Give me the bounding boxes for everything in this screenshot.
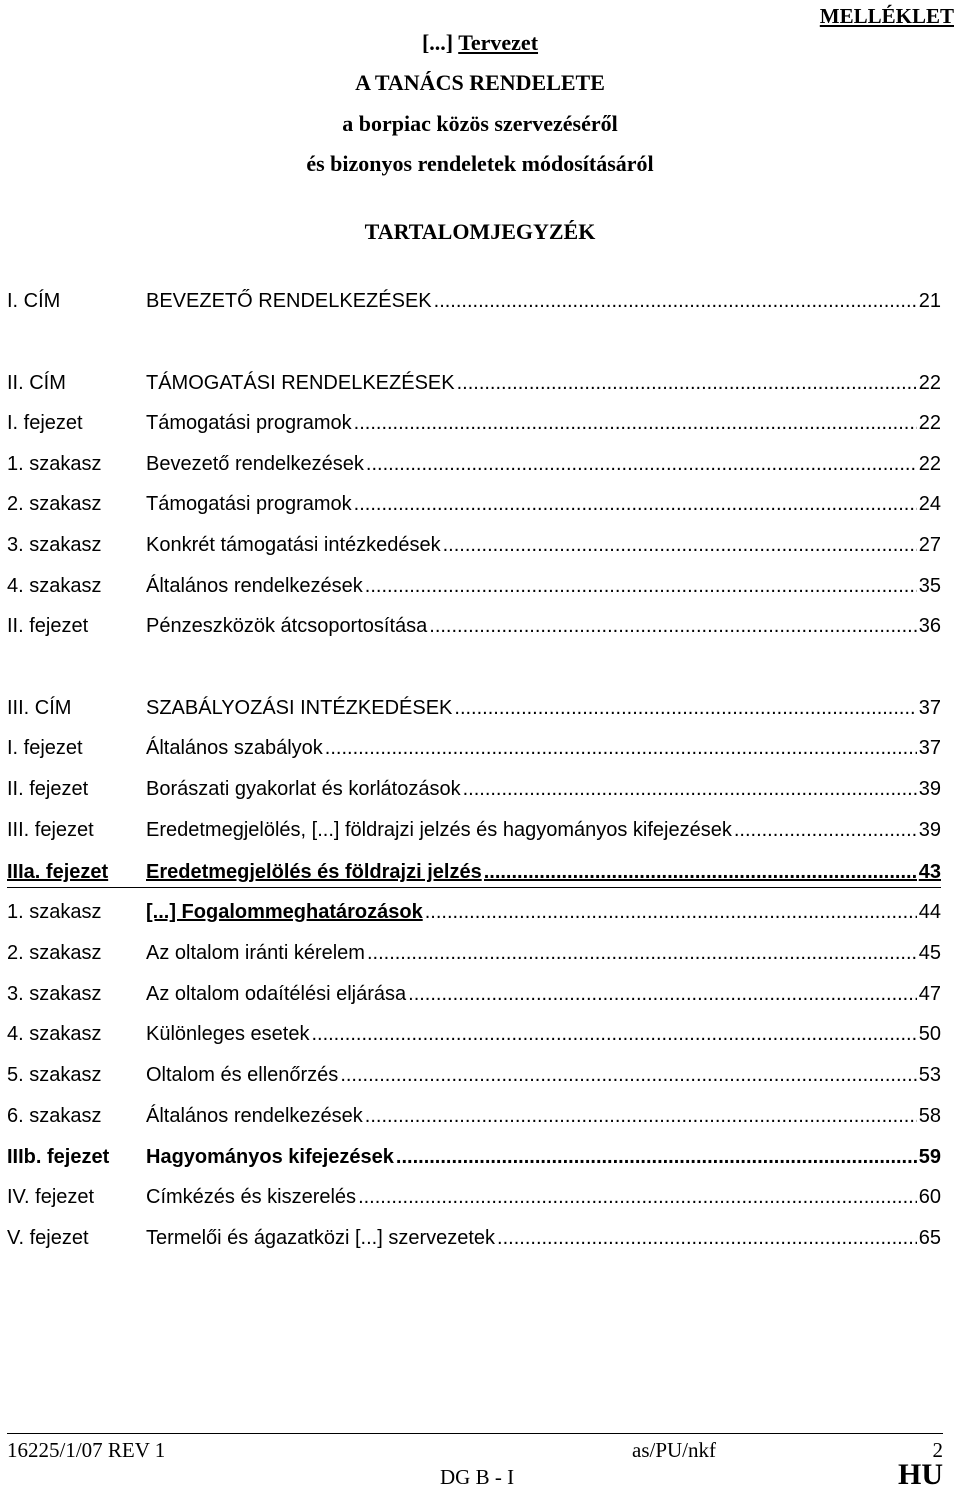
toc-label: I. fejezet (7, 412, 83, 434)
doc-title: A TANÁCS RENDELETE (355, 70, 605, 95)
footer-page-number: 2 (932, 1438, 943, 1462)
draft-label (0, 30, 960, 56)
toc-row[interactable] (7, 530, 941, 560)
footer-rule (7, 1433, 943, 1434)
toc-page: 53 (918, 1064, 941, 1086)
draft-prefix: [...] (421, 30, 459, 55)
toc-label: 3. szakasz (7, 983, 102, 1005)
toc-page: 65 (918, 1227, 941, 1249)
toc-page: 39 (918, 778, 941, 800)
toc-leader (365, 1101, 917, 1131)
footer-dg: DG B - I (440, 1465, 515, 1489)
toc-leader (497, 1223, 917, 1253)
toc-title: Eredetmegjelölés és földrajzi jelzés (146, 861, 482, 883)
toc-label: IV. fejezet (7, 1186, 95, 1208)
toc-page: 45 (918, 942, 941, 964)
toc-row[interactable] (7, 489, 941, 519)
toc-row[interactable] (7, 1142, 941, 1172)
toc-row[interactable] (7, 611, 941, 641)
toc-label: II. fejezet (7, 615, 89, 637)
toc-leader (354, 489, 917, 519)
toc-label: I. fejezet (7, 737, 83, 759)
footer-doc-ref: 16225/1/07 REV 1 (7, 1438, 166, 1462)
toc-title: Támogatási programok (146, 412, 352, 434)
toc-label: II. CÍM (7, 372, 66, 394)
toc-title: Általános rendelkezések (146, 1105, 363, 1127)
toc-leader (365, 571, 917, 601)
toc-leader (354, 408, 917, 438)
toc-page: 37 (918, 697, 941, 719)
toc-leader (325, 733, 917, 763)
toc-row[interactable] (7, 938, 941, 968)
toc-leader (734, 815, 917, 845)
toc-row[interactable] (7, 693, 941, 723)
toc-row[interactable] (7, 733, 941, 763)
toc-label: I. CÍM (7, 290, 61, 312)
toc-page: 22 (918, 453, 941, 475)
toc-leader (311, 1019, 916, 1049)
toc-leader (429, 611, 916, 641)
toc-page: 35 (918, 575, 941, 597)
toc-label: 6. szakasz (7, 1105, 102, 1127)
toc-title: Általános szabályok (146, 737, 323, 759)
toc-label: 4. szakasz (7, 575, 102, 597)
toc-page: 22 (918, 372, 941, 394)
footer-author: as/PU/nkf (632, 1438, 716, 1462)
toc-row[interactable] (7, 1182, 941, 1212)
toc-title: Bevezető rendelkezések (146, 453, 364, 475)
toc-page: 27 (918, 534, 941, 556)
toc-row[interactable] (7, 571, 941, 601)
toc-title: Az oltalom odaítélési eljárása (146, 983, 407, 1005)
toc-leader (454, 693, 916, 723)
toc-leader (443, 530, 917, 560)
toc-label: II. fejezet (7, 778, 89, 800)
toc-page: 58 (918, 1105, 941, 1127)
toc-label: 2. szakasz (7, 942, 102, 964)
toc-label: 1. szakasz (7, 453, 102, 475)
toc-title: Pénzeszközök átcsoportosítása (146, 615, 428, 637)
toc-title: SZABÁLYOZÁSI INTÉZKEDÉSEK (146, 697, 453, 719)
toc-row[interactable] (7, 1223, 941, 1253)
toc-label: IIIa. fejezet (7, 861, 109, 883)
toc-label: III. CÍM (7, 697, 72, 719)
toc-label: 5. szakasz (7, 1064, 102, 1086)
toc-page: 37 (918, 737, 941, 759)
toc-page: 39 (918, 819, 941, 841)
toc-title: Általános rendelkezések (146, 575, 363, 597)
toc-title: Hagyományos kifejezések (146, 1146, 394, 1168)
toc-heading: TARTALOMJEGYZÉK (364, 219, 596, 244)
toc-page: 43 (918, 861, 941, 883)
toc-row[interactable] (7, 1019, 941, 1049)
toc-row[interactable] (7, 857, 941, 888)
footer-lang: HU (898, 1458, 943, 1491)
toc-leader (457, 368, 917, 398)
toc-label: 4. szakasz (7, 1023, 102, 1045)
toc-leader (340, 1060, 916, 1090)
toc-row[interactable] (7, 286, 941, 316)
toc-title: Eredetmegjelölés, [...] földrajzi jelzés és hagyományos kifejezések (146, 819, 732, 841)
toc-page: 36 (918, 615, 941, 637)
toc-title: [...] Fogalommeghatározások (146, 901, 423, 923)
toc-row[interactable] (7, 1101, 941, 1131)
toc-row[interactable] (7, 408, 941, 438)
toc-leader (463, 774, 917, 804)
toc-leader (408, 979, 917, 1009)
toc-leader (366, 449, 917, 479)
toc-title: BEVEZETŐ RENDELKEZÉSEK (146, 290, 432, 312)
toc-title: Az oltalom iránti kérelem (146, 942, 365, 964)
toc-label: IIIb. fejezet (7, 1146, 110, 1168)
toc-title: TÁMOGATÁSI RENDELKEZÉSEK (146, 372, 455, 394)
toc-leader (484, 857, 917, 887)
toc-title: Címkézés és kiszerelés (146, 1186, 357, 1208)
toc-row[interactable] (7, 979, 941, 1009)
toc-page: 24 (918, 493, 941, 515)
toc-title: Konkrét támogatási intézkedések (146, 534, 441, 556)
toc-label: III. fejezet (7, 819, 94, 841)
toc-title: Termelői és ágazatközi [...] szervezetek (146, 1227, 496, 1249)
toc-label: 3. szakasz (7, 534, 102, 556)
toc-label: V. fejezet (7, 1227, 89, 1249)
toc-title: Oltalom és ellenőrzés (146, 1064, 339, 1086)
toc-row[interactable] (7, 449, 941, 479)
toc-page: 47 (918, 983, 941, 1005)
toc-leader (358, 1182, 917, 1212)
annex-label: MELLÉKLET (819, 4, 954, 28)
toc-leader (396, 1142, 917, 1172)
toc-label: 1. szakasz (7, 901, 102, 923)
toc-page: 60 (918, 1186, 941, 1208)
toc-leader (434, 286, 917, 316)
toc-row[interactable] (7, 815, 941, 845)
toc-title: Támogatási programok (146, 493, 352, 515)
toc-label: 2. szakasz (7, 493, 102, 515)
toc-title: Különleges esetek (146, 1023, 310, 1045)
toc-leader (367, 938, 917, 968)
doc-subtitle-2: és bizonyos rendeletek módosításáról (306, 151, 654, 176)
doc-subtitle-1: a borpiac közös szervezéséről (342, 111, 618, 136)
toc-row[interactable] (7, 774, 941, 804)
toc-row[interactable] (7, 897, 941, 927)
toc-page: 22 (918, 412, 941, 434)
toc-row[interactable] (7, 368, 941, 398)
toc-row[interactable] (7, 1060, 941, 1090)
draft-word: Tervezet (458, 30, 539, 55)
toc-page: 21 (918, 290, 941, 312)
toc-title: Borászati gyakorlat és korlátozások (146, 778, 461, 800)
toc-page: 50 (918, 1023, 941, 1045)
toc-page: 44 (918, 901, 941, 923)
toc-page: 59 (918, 1146, 941, 1168)
toc-leader (425, 897, 917, 927)
